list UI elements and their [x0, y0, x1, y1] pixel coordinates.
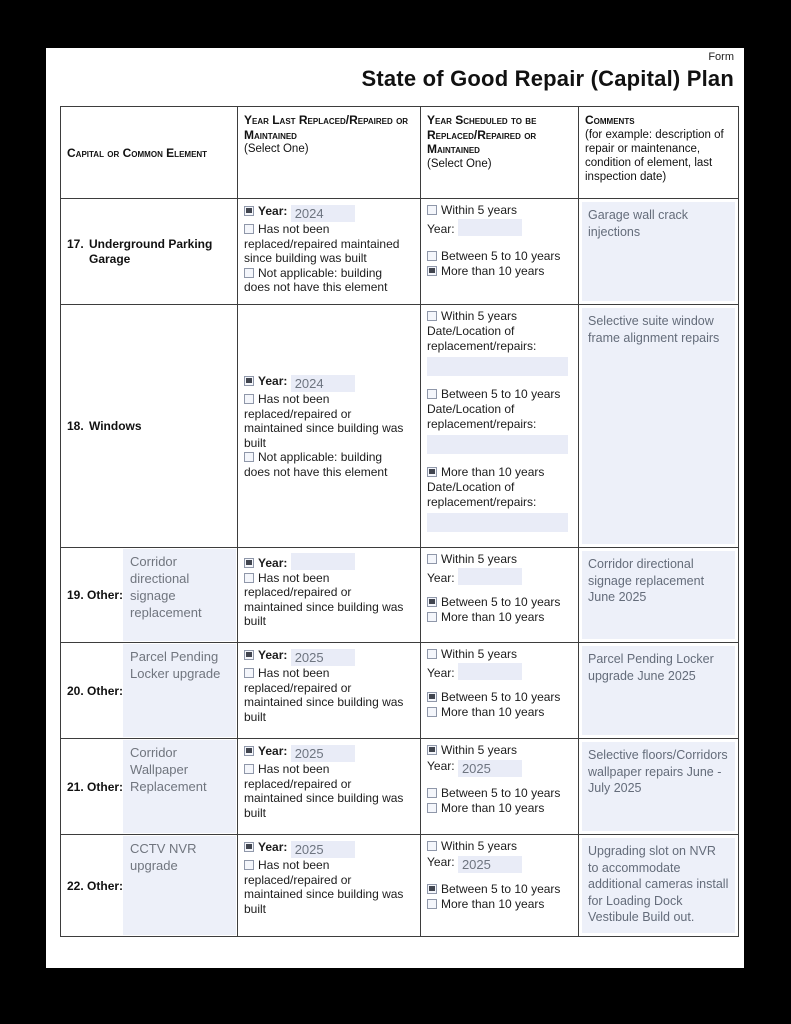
year-scheduled-cell-21 — [421, 739, 579, 835]
other-element-field[interactable]: Corridor directional signage replacement — [123, 549, 236, 641]
other-element-field[interactable]: Corridor Wallpaper Replacement — [123, 740, 236, 833]
other-element-field[interactable]: Parcel Pending Locker upgrade — [123, 644, 236, 737]
year-checkbox[interactable] — [244, 376, 254, 386]
scheduled-year-input[interactable] — [458, 663, 522, 680]
header-capital-element — [61, 107, 238, 199]
table-row-22 — [61, 835, 739, 937]
header-year-last — [238, 107, 421, 199]
not-replaced-checkbox[interactable] — [244, 394, 254, 404]
not-replaced-label: Has not been replaced/repaired or maintained since building was built — [244, 570, 404, 628]
more-10-years-checkbox[interactable] — [427, 266, 437, 276]
comment-field[interactable]: Garage wall crack injections — [582, 202, 735, 301]
capital-plan-table — [60, 106, 739, 937]
other-label: Other: — [87, 588, 124, 602]
year-last-cell-20 — [238, 643, 421, 739]
scheduled-year-input[interactable]: 2025 — [458, 760, 522, 777]
year-checkbox[interactable] — [244, 650, 254, 660]
header-comments-sub: (for example: description of repair or maintenance, condition of element, last inspection date) — [585, 128, 724, 183]
between-5-10-years-label: Between 5 to 10 years — [441, 690, 561, 704]
within-5-years-label: Within 5 years — [441, 743, 518, 757]
within-5-years-checkbox[interactable] — [427, 205, 437, 215]
year-scheduled-cell-20 — [421, 643, 579, 739]
document-page — [46, 48, 744, 968]
year-scheduled-cell-19 — [421, 548, 579, 643]
within-5-years-checkbox[interactable] — [427, 649, 437, 659]
comments-cell-20 — [579, 643, 739, 739]
within-5-years-label: Within 5 years — [441, 647, 518, 661]
more-10-years-label: More than 10 years Date/Location of replacement/repairs: — [427, 465, 545, 509]
comment-field[interactable]: Corridor directional signage replacement June 2025 — [582, 551, 735, 639]
row-number: 18. — [67, 418, 84, 433]
between-5-10-years-label: Between 5 to 10 years Date/Location of replacement/repairs: — [427, 387, 561, 431]
not-replaced-checkbox[interactable] — [244, 860, 254, 870]
header-comments — [579, 107, 739, 199]
not-replaced-checkbox[interactable] — [244, 224, 254, 234]
date-location-input[interactable] — [427, 435, 568, 454]
scheduled-year-input[interactable] — [458, 568, 522, 585]
more-10-years-checkbox[interactable] — [427, 612, 437, 622]
not-applicable-checkbox[interactable] — [244, 452, 254, 462]
other-element-field[interactable]: CCTV NVR upgrade — [123, 836, 236, 935]
year-label: Year: — [258, 374, 288, 388]
comment-field[interactable]: Selective suite window frame alignment repairs — [582, 308, 735, 544]
year-label: Year: — [427, 759, 455, 773]
comments-cell-19 — [579, 548, 739, 643]
row-number: 17. — [67, 236, 84, 251]
more-10-years-label: More than 10 years — [441, 610, 545, 624]
element-cell-18 — [61, 305, 238, 548]
more-10-years-checkbox[interactable] — [427, 899, 437, 909]
scheduled-year-input[interactable]: 2025 — [458, 856, 522, 873]
not-applicable-label: Not applicable: building does not have this element — [244, 265, 388, 294]
scheduled-year-input[interactable] — [458, 219, 522, 236]
between-5-10-years-checkbox[interactable] — [427, 251, 437, 261]
row-number: 21. — [67, 779, 84, 794]
between-5-10-years-checkbox[interactable] — [427, 597, 437, 607]
between-5-10-years-checkbox[interactable] — [427, 692, 437, 702]
between-5-10-years-label: Between 5 to 10 years — [441, 249, 561, 263]
year-input[interactable]: 2024 — [291, 205, 355, 222]
year-label: Year: — [427, 222, 455, 236]
header-year-scheduled — [421, 107, 579, 199]
year-scheduled-cell-18 — [421, 305, 579, 548]
not-replaced-label: Has not been replaced/repaired maintained since building was built — [244, 222, 400, 265]
within-5-years-label: Within 5 years — [441, 839, 518, 853]
more-10-years-label: More than 10 years — [441, 897, 545, 911]
more-10-years-checkbox[interactable] — [427, 467, 437, 477]
within-5-years-checkbox[interactable] — [427, 554, 437, 564]
more-10-years-label: More than 10 years — [441, 801, 545, 815]
year-scheduled-cell-17 — [421, 199, 579, 305]
year-label: Year: — [427, 855, 455, 869]
year-last-cell-22 — [238, 835, 421, 937]
year-scheduled-cell-22 — [421, 835, 579, 937]
not-replaced-label: Has not been replaced/repaired or maintained since building was built — [244, 666, 404, 724]
comments-cell-22 — [579, 835, 739, 937]
comment-field[interactable]: Upgrading slot on NVR to accommodate additional cameras install for Loading Dock Vestibule Build out. — [582, 838, 735, 933]
not-applicable-label: Not applicable: building does not have this element — [244, 450, 388, 479]
year-input[interactable]: 2025 — [291, 745, 355, 762]
table-row-17 — [61, 199, 739, 305]
table-header-row — [61, 107, 739, 199]
within-5-years-label: Within 5 years — [441, 203, 518, 217]
year-label: Year: — [258, 204, 288, 218]
other-label: Other: — [87, 779, 124, 794]
more-10-years-checkbox[interactable] — [427, 803, 437, 813]
not-replaced-label: Has not been replaced/repaired or maintained since building was built — [244, 858, 404, 916]
within-5-years-checkbox[interactable] — [427, 745, 437, 755]
element-cell-17 — [61, 199, 238, 305]
year-label: Year: — [427, 571, 455, 585]
more-10-years-label: More than 10 years — [441, 264, 545, 278]
table-row-20 — [61, 643, 739, 739]
year-label: Year: — [258, 840, 288, 854]
year-input[interactable] — [291, 553, 355, 570]
within-5-years-label: Within 5 years — [441, 552, 518, 566]
year-last-cell-17 — [238, 199, 421, 305]
table-row-21 — [61, 739, 739, 835]
header-year-scheduled-label: Year Scheduled to be Replaced/Repaired or Maintained — [427, 113, 537, 156]
date-location-input[interactable] — [427, 513, 568, 532]
element-name: Windows — [89, 418, 142, 433]
header-capital-element-label: Capital or Common Element — [67, 146, 208, 161]
between-5-10-years-label: Between 5 to 10 years — [441, 595, 561, 609]
more-10-years-label: More than 10 years — [441, 705, 545, 719]
between-5-10-years-label: Between 5 to 10 years — [441, 786, 561, 800]
not-replaced-checkbox[interactable] — [244, 573, 254, 583]
not-replaced-label: Has not been replaced/repaired or maintained since building was built — [244, 762, 404, 820]
year-last-cell-21 — [238, 739, 421, 835]
element-name: Underground Parking Garage — [89, 236, 213, 266]
not-replaced-checkbox[interactable] — [244, 668, 254, 678]
element-cell-21 — [61, 739, 238, 835]
between-5-10-years-label: Between 5 to 10 years — [441, 882, 561, 896]
date-location-input[interactable] — [427, 357, 568, 376]
comments-cell-18 — [579, 305, 739, 548]
element-cell-19 — [61, 548, 238, 643]
header-comments-label: Comments — [585, 113, 635, 127]
year-label: Year: — [258, 556, 288, 570]
header-year-last-label: Year Last Replaced/Repaired or Maintained — [244, 113, 409, 142]
table-row-19 — [61, 548, 739, 643]
page-title: State of Good Repair (Capital) Plan — [361, 66, 734, 91]
year-checkbox[interactable] — [244, 746, 254, 756]
year-input[interactable]: 2025 — [291, 649, 355, 666]
year-last-cell-19 — [238, 548, 421, 643]
year-input[interactable]: 2024 — [291, 375, 355, 392]
header-year-scheduled-sub: (Select One) — [427, 157, 492, 170]
comment-field[interactable]: Selective floors/Corridors wallpaper repairs June - July 2025 — [582, 742, 735, 831]
not-applicable-checkbox[interactable] — [244, 268, 254, 278]
element-cell-22 — [61, 835, 238, 937]
year-input[interactable]: 2025 — [291, 841, 355, 858]
form-label: Form — [708, 51, 734, 63]
other-label: Other: — [87, 683, 124, 698]
other-label: Other: — [87, 878, 124, 893]
between-5-10-years-checkbox[interactable] — [427, 788, 437, 798]
header-year-last-sub: (Select One) — [244, 143, 309, 155]
year-checkbox[interactable] — [244, 206, 254, 216]
element-cell-20 — [61, 643, 238, 739]
year-checkbox[interactable] — [244, 558, 254, 568]
comments-cell-21 — [579, 739, 739, 835]
comments-cell-17 — [579, 199, 739, 305]
not-replaced-checkbox[interactable] — [244, 764, 254, 774]
year-label: Year: — [427, 666, 455, 680]
within-5-years-checkbox[interactable] — [427, 841, 437, 851]
year-label: Year: — [258, 648, 288, 662]
row-number: 19. — [67, 588, 84, 602]
within-5-years-label: Within 5 years Date/Location of replacement/repairs: — [427, 309, 537, 353]
between-5-10-years-checkbox[interactable] — [427, 884, 437, 894]
not-replaced-label: Has not been replaced/repaired or maintained since building was built — [244, 392, 404, 450]
more-10-years-checkbox[interactable] — [427, 707, 437, 717]
table-row-18 — [61, 305, 739, 548]
within-5-years-checkbox[interactable] — [427, 311, 437, 321]
between-5-10-years-checkbox[interactable] — [427, 389, 437, 399]
year-label: Year: — [258, 744, 288, 758]
row-number: 20. — [67, 683, 84, 698]
year-last-cell-18 — [238, 305, 421, 548]
row-number: 22. — [67, 878, 84, 893]
comment-field[interactable]: Parcel Pending Locker upgrade June 2025 — [582, 646, 735, 735]
year-checkbox[interactable] — [244, 842, 254, 852]
